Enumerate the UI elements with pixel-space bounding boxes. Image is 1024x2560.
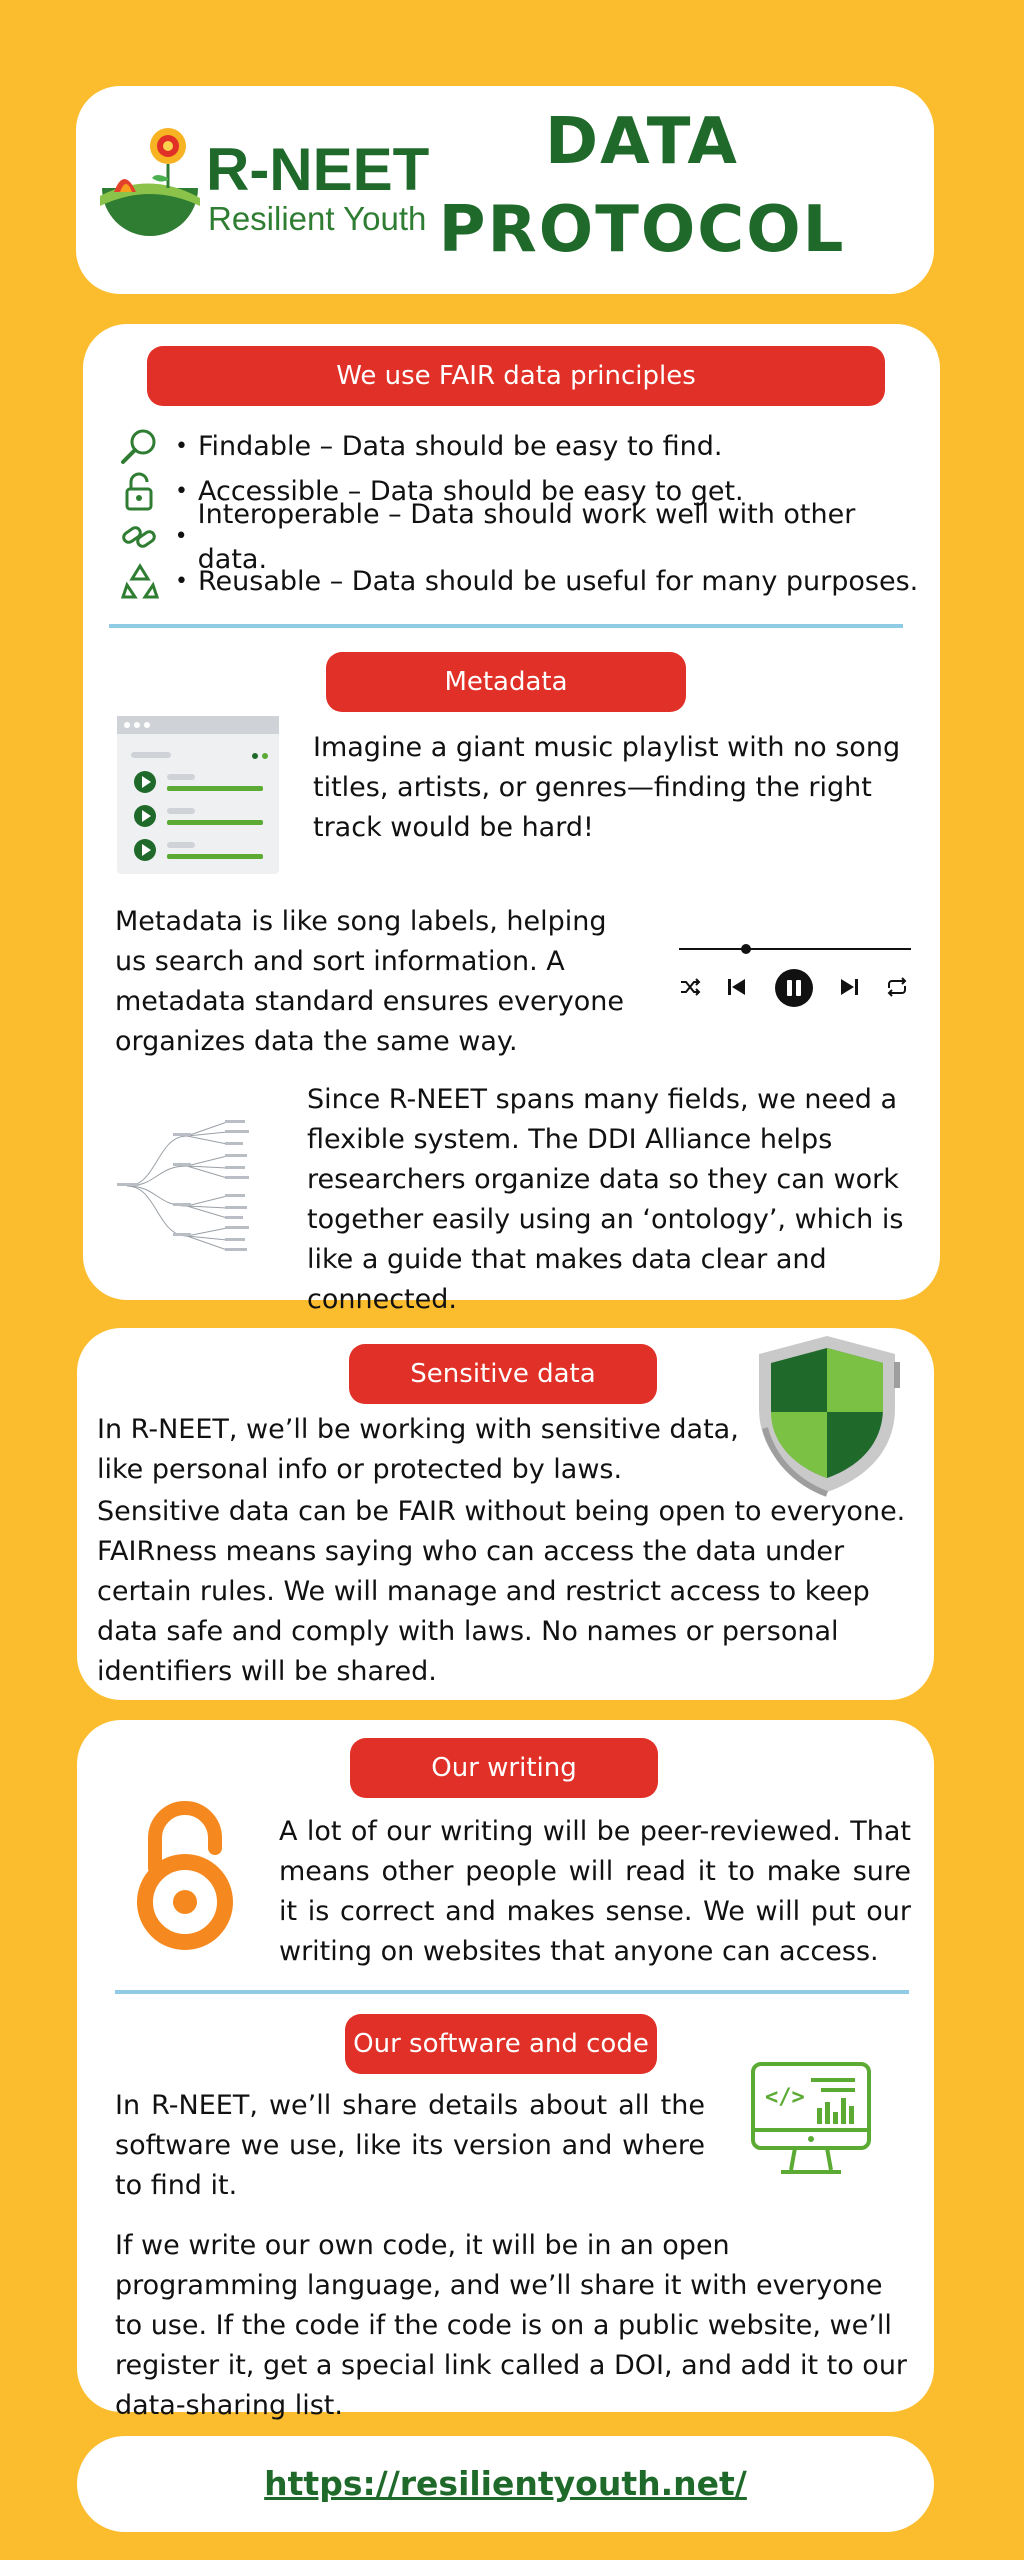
writing-software-card (77, 1720, 934, 2421)
fair-item-text: Interoperable – Data should work well with other data. (197, 498, 856, 575)
progress-track (679, 948, 911, 950)
next-track-icon[interactable] (839, 976, 861, 998)
fair-list (119, 424, 929, 604)
sensitive-data-card (77, 1328, 934, 1700)
sensitive-text-2: Sensitive data can be FAIR without being open to everyone. FAIRness means saying who can access the data under certain rules. We will manage and restrict access to keep data safe and comply with laws. No names or personal identifiers will be shared. (97, 1496, 906, 1687)
code-monitor-icon (747, 2058, 875, 2186)
section-divider (109, 624, 903, 628)
page-title-line1: DATA (545, 105, 739, 179)
ontology-tree-illustration (117, 1116, 253, 1256)
software-text-1: In R-NEET, we’ll share details about all the software we use, like its version and where to find it. (115, 2090, 705, 2201)
list-item: • Accessible – Data should be easy to get. (119, 469, 929, 514)
fair-heading: We use FAIR data principles (147, 346, 885, 406)
metadata-playlist-text: Imagine a giant music playlist with no song titles, artists, or genres—finding the right track would be hard! (313, 732, 901, 843)
r-neet-logo-icon (94, 126, 206, 238)
sensitive-text-1: In R-NEET, we’ll be working with sensitive data, like personal info or protected by laws. (97, 1414, 739, 1485)
metadata-heading: Metadata (326, 652, 686, 712)
logo-tagline: Resilient Youth (208, 200, 427, 237)
playlist-illustration (117, 716, 279, 874)
repeat-icon[interactable] (885, 976, 909, 998)
recycle-icon (119, 561, 161, 603)
list-item: • Reusable – Data should be useful for many purposes. (119, 559, 929, 604)
metadata-ddi-text: Since R-NEET spans many fields, we need a flexible system. The DDI Alliance helps researchers organize data so they can work together easily using an ‘ontology’, which is like a guide that makes data clear and connected. (307, 1084, 904, 1315)
section-divider (115, 1990, 909, 1994)
progress-thumb[interactable] (741, 944, 751, 954)
fair-item-text: Reusable – Data should be useful for many purposes. (197, 566, 919, 597)
footer-card (77, 2436, 934, 2532)
unlocked-padlock-icon (119, 471, 161, 513)
writing-heading: Our writing (350, 1738, 658, 1798)
list-item: • Interoperable – Data should work well with other data. (119, 514, 929, 559)
writing-text: A lot of our writing will be peer-reviewed. That means other people will read it to make sure it is correct and makes sense. We will put our writing on websites that anyone can access. (279, 1816, 911, 1967)
software-heading: Our software and code (345, 2014, 657, 2074)
fair-item-text: Accessible – Data should be easy to get. (197, 476, 744, 507)
music-player (679, 936, 911, 1012)
svg-text:</>: </> (765, 2085, 805, 2110)
previous-track-icon[interactable] (725, 976, 747, 998)
pause-icon[interactable] (774, 968, 814, 1008)
header-card (76, 86, 934, 294)
list-item: • Findable – Data should be easy to find. (119, 424, 929, 469)
magnifier-icon (119, 426, 161, 468)
shield-icon (747, 1332, 907, 1498)
logo-name: R-NEET (206, 136, 430, 203)
software-text-2: If we write our own code, it will be in an open programming language, and we’ll share it with everyone to use. If the code if the code is on a public website, we’ll register it, get a special link called a DOI, and add it to our data-sharing list. (115, 2230, 908, 2421)
open-access-lock-icon (135, 1798, 235, 1950)
sensitive-heading: Sensitive data (349, 1344, 657, 1404)
connected-links-icon (119, 516, 161, 558)
shuffle-icon[interactable] (679, 976, 701, 998)
fair-item-text: Findable – Data should be easy to find. (197, 431, 723, 462)
website-link[interactable]: https://resilientyouth.net/ (264, 2464, 747, 2503)
metadata-labels-text: Metadata is like song labels, helping us search and sort information. A metadata standard ensures everyone organizes data the same way. (115, 906, 624, 1057)
fair-metadata-card (83, 324, 940, 1315)
page-title-line2: PROTOCOL (438, 193, 846, 267)
